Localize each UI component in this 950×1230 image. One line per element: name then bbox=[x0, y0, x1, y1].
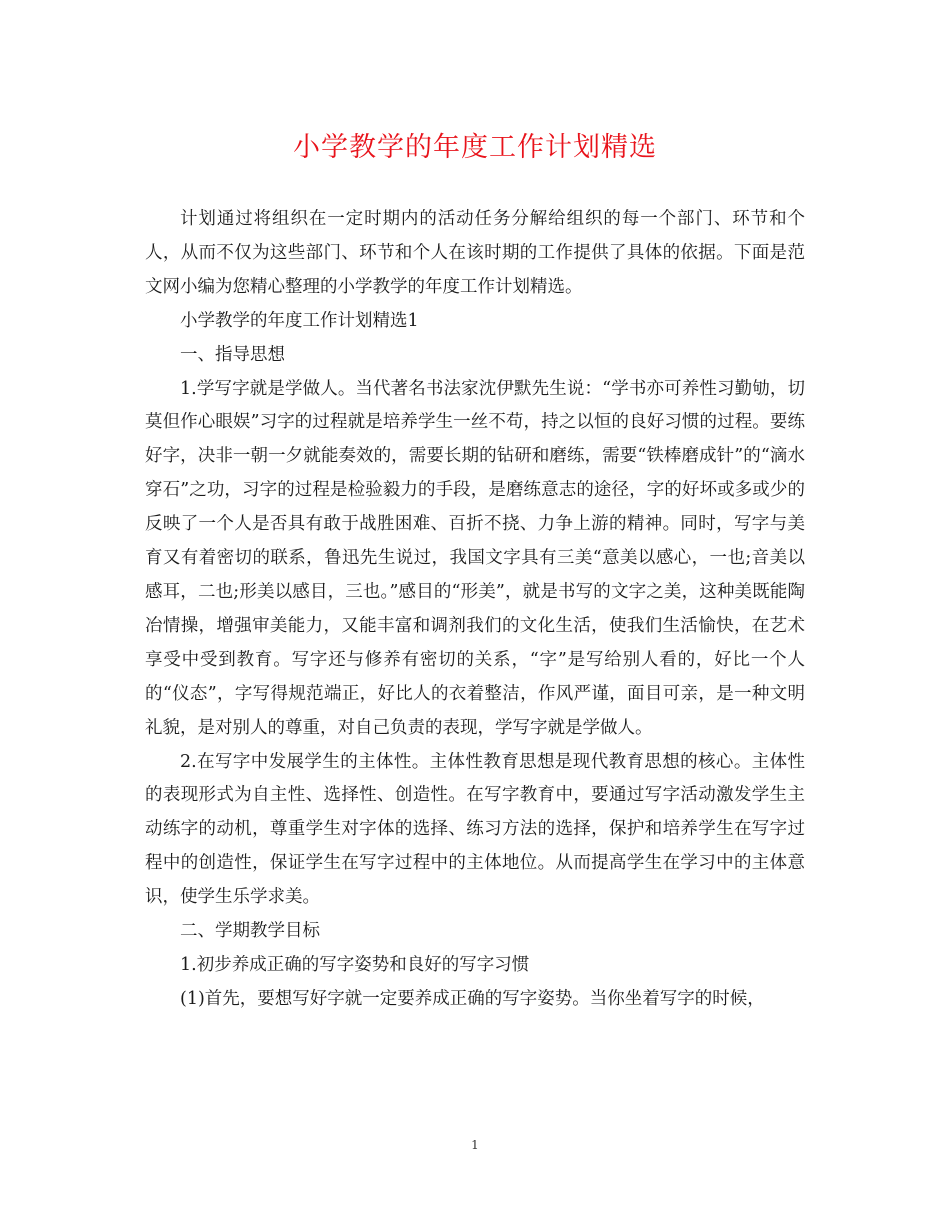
subheading-writing-posture-habits: 1.初步养成正确的写字姿势和良好的写字习惯 bbox=[180, 954, 530, 975]
section-heading-guiding-ideology: 一、指导思想 bbox=[180, 344, 285, 365]
intro-paragraph: 计划通过将组织在一定时期内的活动任务分解给组织的每一个部门、环节和个人，从而不仅为这些部门、环节和个人在该时期的工作提供了具体的依据。下面是范文网小编为您精心整理的小学教学的年度工作计划精选。 bbox=[145, 209, 805, 297]
document-title: 小学教学的年度工作计划精选 bbox=[293, 132, 657, 163]
section-heading-semester-goals: 二、学期教学目标 bbox=[180, 921, 320, 942]
document-body bbox=[145, 203, 805, 1017]
paragraph-student-subjectivity: 2.在写字中发展学生的主体性。主体性教育思想是现代教育思想的核心。主体性的表现形式为自主性、选择性、创造性。在写字教育中，要通过写字活动激发学生主动练字的动机，尊重学生对字体的选择、练习方法的选择，保护和培养学生在写字过程中的创造性，保证学生在写字过程中的主体地位。从而提高学生在学习中的主体意识，使学生乐学求美。 bbox=[145, 751, 805, 908]
paragraph-writing-posture: (1)首先，要想写好字就一定要养成正确的写字姿势。当你坐着写字的时候， bbox=[180, 988, 765, 1009]
page-number: 1 bbox=[471, 1138, 479, 1152]
paragraph-learn-writing-learn-character: 1.学写字就是学做人。当代著名书法家沈伊默先生说：“学书亦可养性习勤劬，切莫但作心眼娱”习字的过程就是培养学生一丝不苟，持之以恒的良好习惯的过程。要练好字，决非一朝一夕就能奏效的，需要长期的钻研和磨练，需要“铁棒磨成针”的“滴水穿石”之功，习字的过程是检验毅力的手段，是磨练意志的途径，字的好坏或多或少的反映了一个人是否具有敢于战胜困难、百折不挠、力争上游的精神。同时，写字与美育又有着密切的联系，鲁迅先生说过，我国文字具有三美“意美以感心，一也;音美以感耳，二也;形美以感目，三也。”感目的“形美”，就是书写的文字之美，这种美既能陶冶情操，增强审美能力，又能丰富和调剂我们的文化生活，使我们生活愉快，在艺术享受中受到教育。写字还与修养有密切的关系，“字”是写给别人看的，好比一个人的“仪态”，字写得规范端正，好比人的衣着整洁，作风严谨，面目可亲，是一种文明礼貌，是对别人的尊重，对自己负责的表现，学写字就是学做人。 bbox=[145, 378, 805, 738]
section-heading-plan-1: 小学教学的年度工作计划精选1 bbox=[180, 310, 419, 331]
